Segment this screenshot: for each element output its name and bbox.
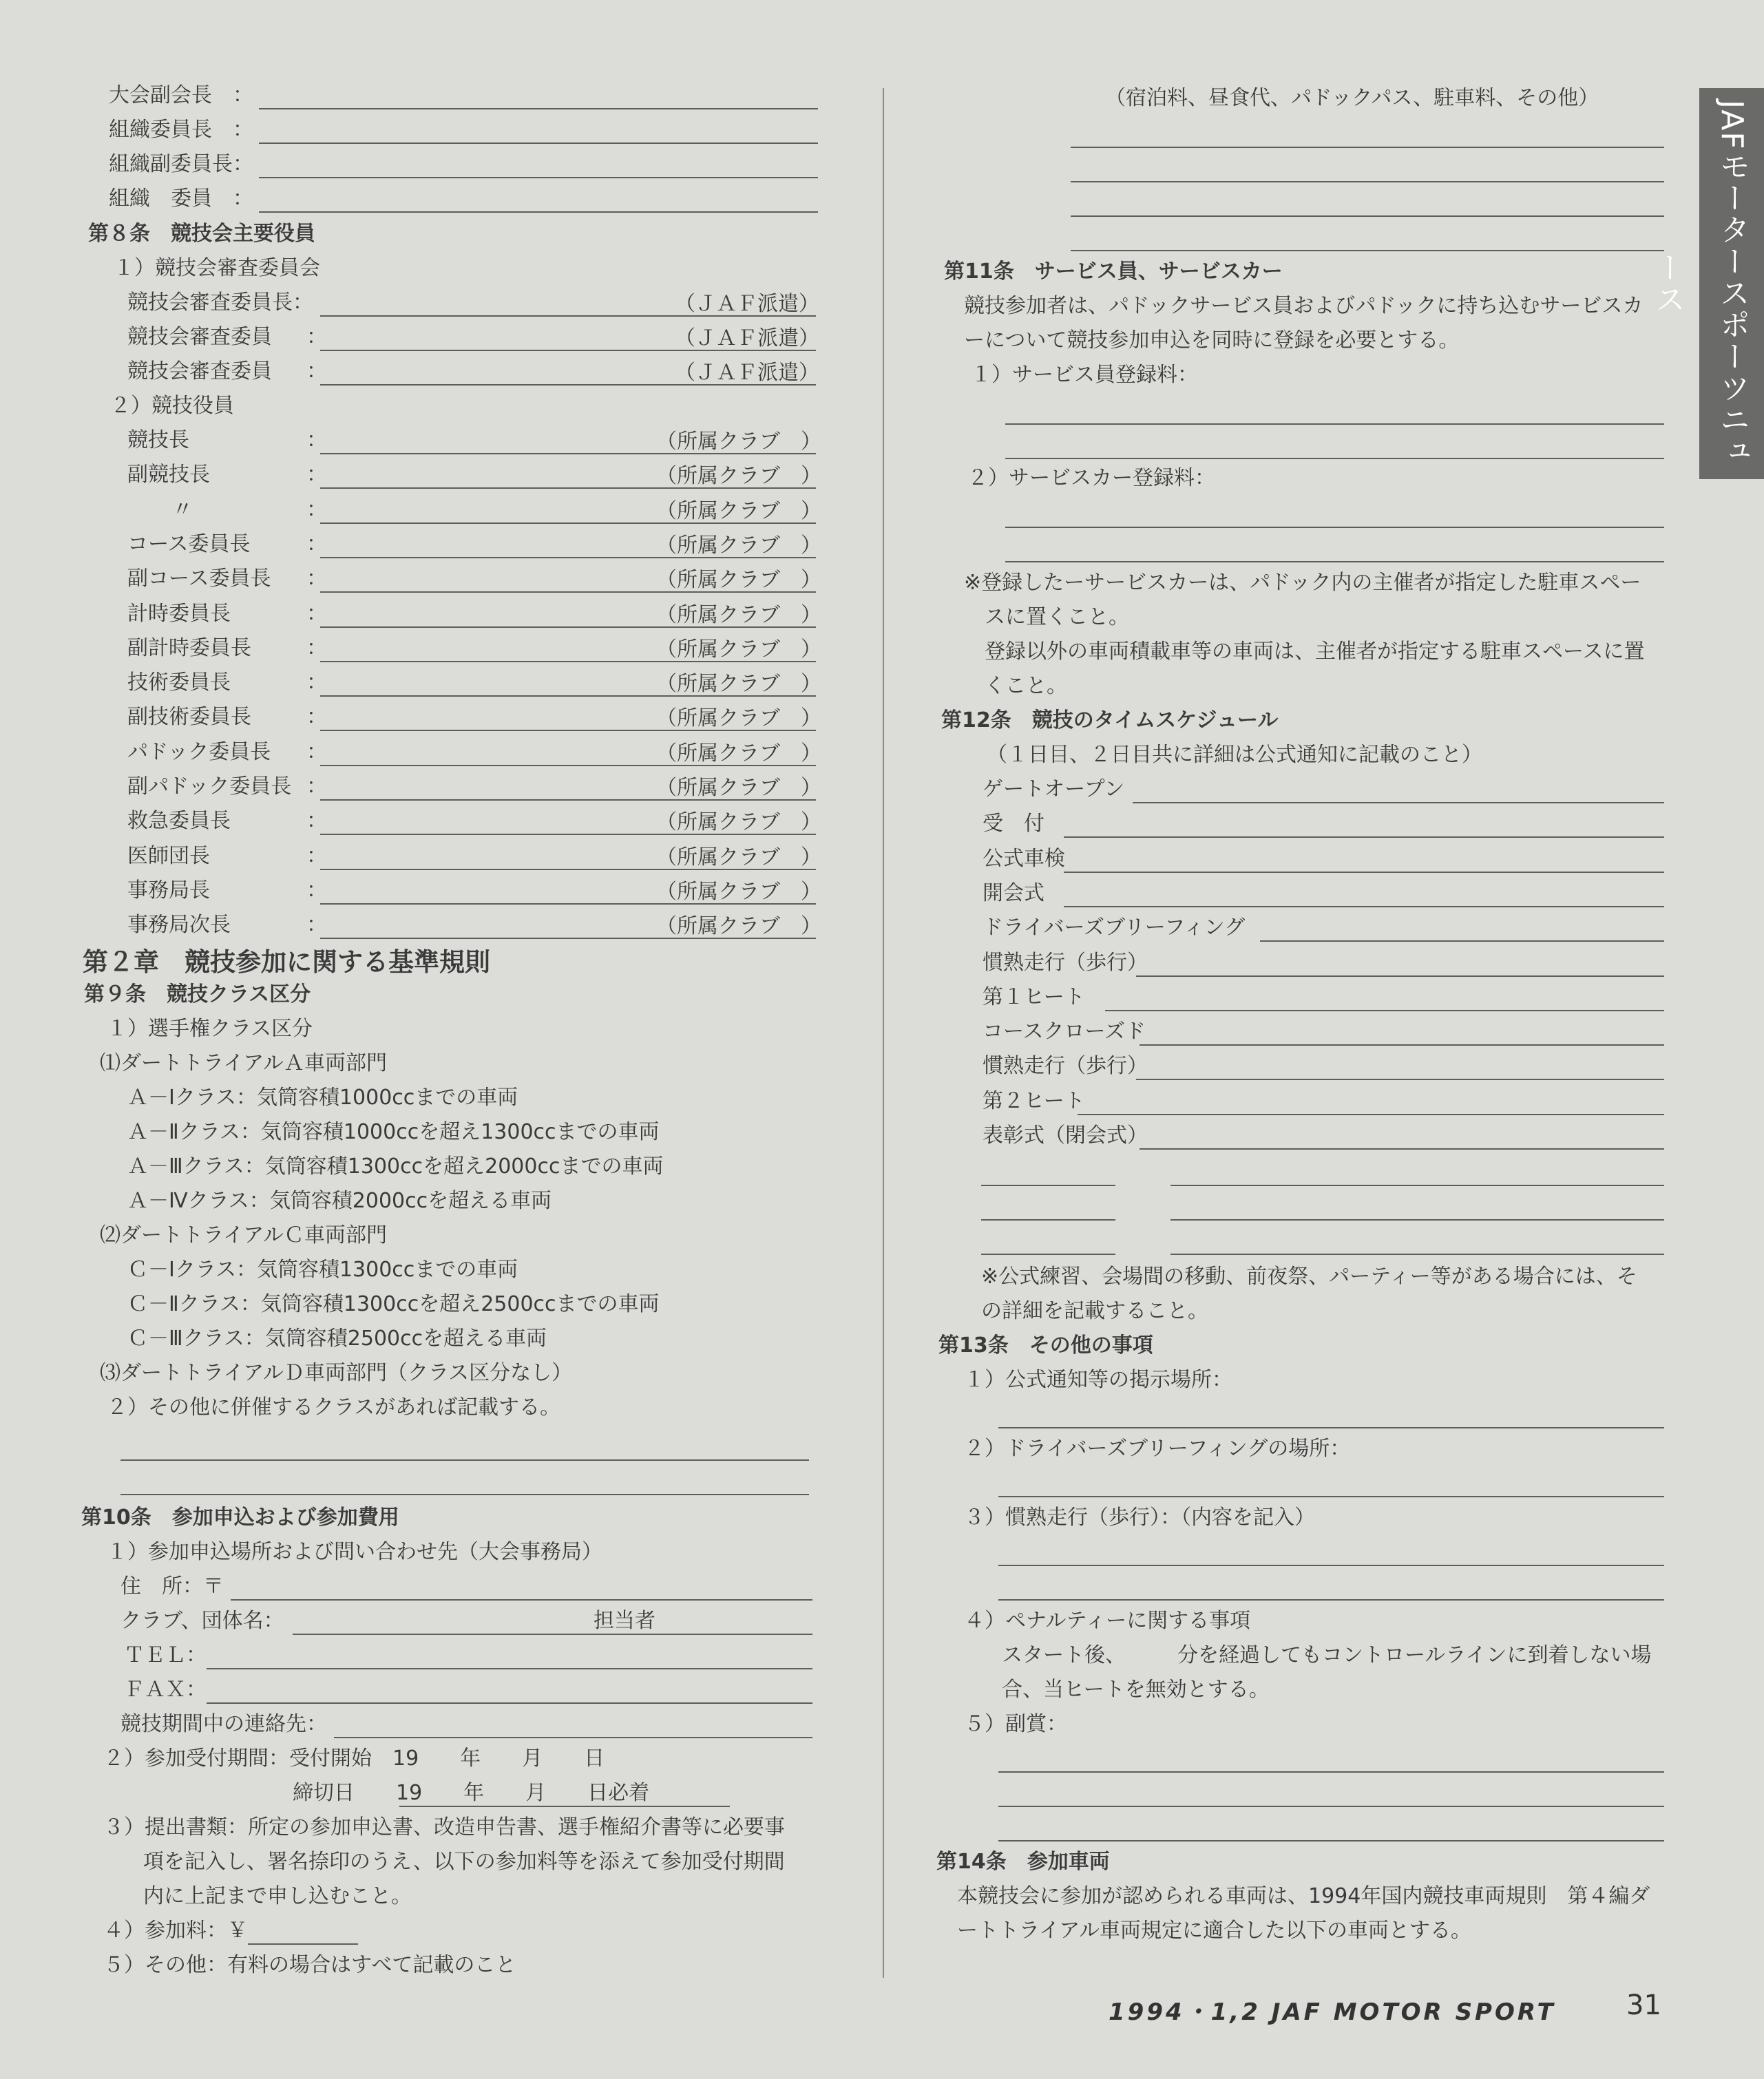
fill-line xyxy=(1071,215,1664,217)
colon: ： xyxy=(306,705,327,730)
fill-line xyxy=(981,1254,1115,1255)
official-label: 医師団長 xyxy=(127,843,210,868)
article-12-heading: 第12条 競技のタイムスケジュール xyxy=(941,708,1279,732)
fill-line xyxy=(1170,1219,1664,1221)
parking-note: ※登録したーサービスカーは、パドック内の主催者が指定した駐車スペー xyxy=(964,571,1641,595)
jaf-tag: （ＪＡＦ派遣） xyxy=(675,292,819,316)
fill-line xyxy=(207,1668,812,1669)
fill-line xyxy=(1071,250,1664,251)
colon: ： xyxy=(306,843,327,868)
club-tag: （所属クラブ ） xyxy=(656,637,821,662)
club-tag: （所属クラブ ） xyxy=(656,879,821,904)
fill-line xyxy=(1136,1079,1664,1080)
club-label: クラブ、団体名： xyxy=(120,1609,284,1633)
fill-line xyxy=(1260,940,1664,942)
vehicle-text: ートトライアル車両規定に適合した以下の車両とする。 xyxy=(957,1919,1471,1943)
fill-line xyxy=(1064,906,1664,907)
schedule-item: 慣熟走行（歩行） xyxy=(983,1054,1148,1079)
officer-label: 組織副委員長： xyxy=(109,152,253,176)
schedule-item: 第２ヒート xyxy=(983,1088,1085,1113)
schedule-note: （１日目、２日目共に詳細は公式通知に記載のこと） xyxy=(987,743,1482,767)
documents-line: ３）提出書類：所定の参加申込書、改造申告書、選手権紹介書等に必要事 xyxy=(103,1815,785,1839)
official-label: 計時委員長 xyxy=(127,601,231,626)
club-tag: （所属クラブ ） xyxy=(656,568,821,593)
official-label: 事務局次長 xyxy=(127,913,231,938)
fill-line xyxy=(1078,1114,1664,1115)
article-11-heading: 第11条 サービス員、サービスカー xyxy=(944,260,1283,284)
schedule-item: 第１ヒート xyxy=(983,984,1085,1009)
fill-line xyxy=(981,1219,1115,1221)
fill-line xyxy=(1170,1185,1664,1186)
servicecar-fee-label: ２）サービスカー登録料： xyxy=(967,466,1215,490)
schedule-item: ドライバーズブリーフィング xyxy=(983,916,1246,940)
schedule-item: 公式車検 xyxy=(983,846,1065,871)
officer-label: 大会副会長 ： xyxy=(109,83,253,107)
fill-line xyxy=(998,1565,1664,1566)
class-line: Ａ－Ⅱクラス：気筒容積1000ccを超え1300ccまでの車両 xyxy=(127,1120,660,1144)
fill-line xyxy=(120,1459,809,1461)
fill-line xyxy=(1005,527,1664,528)
colon: ： xyxy=(306,635,327,660)
fill-line xyxy=(1136,975,1664,977)
fax-label: ＦＡＸ： xyxy=(124,1678,207,1702)
colon: ： xyxy=(306,463,327,487)
fill-line xyxy=(998,1599,1664,1601)
official-label: 競技長 xyxy=(127,428,189,452)
parking-note: スに置くこと。 xyxy=(985,605,1129,629)
service-line: ーについて競技参加申込を同時に登録を必要とする。 xyxy=(964,328,1460,352)
schedule-item: 受 付 xyxy=(983,812,1044,836)
fill-line xyxy=(207,1702,812,1704)
fill-line xyxy=(998,1427,1664,1428)
class-line: ⑴ダートトライアルＡ車両部門 xyxy=(100,1051,387,1075)
official-label: 副計時委員長 xyxy=(127,635,251,660)
club-tag: （所属クラブ ） xyxy=(656,810,821,835)
colon: ： xyxy=(306,359,327,383)
fill-line xyxy=(1005,561,1664,562)
class-line: Ａ－Ⅳクラス：気筒容積2000ccを超える車両 xyxy=(127,1189,552,1213)
official-label: 事務局長 xyxy=(127,878,210,903)
colon: ： xyxy=(306,601,327,626)
colon: ： xyxy=(306,497,327,522)
fees-note: （宿泊料、昼食代、パドックパス、駐車料、その他） xyxy=(1105,86,1599,110)
fill-line xyxy=(1064,836,1664,838)
page-number: 31 xyxy=(1626,1990,1661,2021)
entry-fee: ４）参加料：￥ xyxy=(103,1919,248,1943)
steward-label: 競技会審査委員 xyxy=(127,325,272,349)
jaf-tag: （ＪＡＦ派遣） xyxy=(675,361,819,385)
official-label: 副競技長 xyxy=(127,463,210,487)
fill-line xyxy=(1140,1148,1664,1150)
club-tag: （所属クラブ ） xyxy=(656,602,821,627)
club-tag: （所属クラブ ） xyxy=(656,914,821,939)
footer-title: 1994・1,2 JAF MOTOR SPORT xyxy=(1109,1998,1556,2026)
schedule-item: 慣熟走行（歩行） xyxy=(983,950,1148,975)
schedule-item: 開会式 xyxy=(983,880,1044,905)
club-tag: （所属クラブ ） xyxy=(656,464,821,489)
official-label: 副技術委員長 xyxy=(127,705,251,730)
officer-label: 組織委員長 ： xyxy=(109,118,253,142)
class-line: Ａ－Ⅰクラス：気筒容積1000ccまでの車両 xyxy=(127,1086,518,1110)
club-tag: （所属クラブ ） xyxy=(656,533,821,558)
colon: ： xyxy=(306,774,327,799)
official-label: 救急委員長 xyxy=(127,809,231,834)
colon: ： xyxy=(306,913,327,938)
fill-line xyxy=(259,177,818,178)
schedule-remark: ※公式練習、会場間の移動、前夜祭、パーティー等がある場合には、そ xyxy=(981,1265,1637,1289)
other-matter: ４）ペナルティーに関する事項 xyxy=(964,1609,1251,1633)
colon: ： xyxy=(306,809,327,834)
steward-label: 競技会審査委員 xyxy=(127,359,272,383)
service-line: 競技参加者は、パドックサービス員およびパドックに持ち込むサービスカ xyxy=(964,294,1644,318)
schedule-item: コースクローズド xyxy=(983,1020,1146,1044)
fill-line xyxy=(1133,802,1664,803)
steward-label: 競技会審査委員長： xyxy=(127,291,313,315)
class-line: Ｃ－Ⅲクラス：気筒容積2500ccを超える車両 xyxy=(127,1327,547,1351)
article-9-heading: 第９条 競技クラス区分 xyxy=(84,982,311,1006)
class-line: ⑵ダートトライアルＣ車両部門 xyxy=(100,1223,387,1247)
fill-line xyxy=(998,1496,1664,1497)
jaf-tag: （ＪＡＦ派遣） xyxy=(675,326,819,350)
schedule-remark: の詳細を記載すること。 xyxy=(981,1299,1208,1323)
colon: ： xyxy=(306,739,327,764)
official-label: パドック委員長 xyxy=(127,739,271,764)
fill-line xyxy=(998,1771,1664,1773)
club-tag: （所属クラブ ） xyxy=(656,498,821,523)
vehicle-text: 本競技会に参加が認められる車両は、1994年国内競技車両規則 第４編ダ xyxy=(957,1884,1650,1908)
documents-line: 内に上記まで申し込むこと。 xyxy=(143,1884,412,1908)
fill-line xyxy=(231,1599,812,1601)
official-label: 副コース委員長 xyxy=(127,567,271,591)
official-label: 〃 xyxy=(172,497,193,522)
fill-line xyxy=(1105,1010,1664,1011)
colon: ： xyxy=(306,531,327,556)
side-section-tab: JAFモータースポーツニュース xyxy=(1699,88,1764,479)
other-matter: １）公式通知等の掲示場所： xyxy=(964,1368,1232,1392)
parking-note: 登録以外の車両積載車等の車両は、主催者が指定する駐車スペースに置 xyxy=(985,640,1645,664)
fill-line xyxy=(1071,147,1664,148)
other-matter: ５）副賞： xyxy=(964,1712,1067,1736)
application-period: ２）参加受付期間：受付開始 19 年 月 日 xyxy=(103,1746,605,1771)
colon: ： xyxy=(306,325,327,349)
fill-line xyxy=(248,1943,358,1945)
fill-line xyxy=(1005,458,1664,459)
colon: ： xyxy=(306,428,327,452)
documents-line: 項を記入し、署名捺印のうえ、以下の参加料等を添えて参加受付期間 xyxy=(143,1850,785,1874)
club-tag: （所属クラブ ） xyxy=(656,672,821,697)
fill-line xyxy=(1140,1044,1664,1046)
colon: ： xyxy=(306,567,327,591)
penalty-text: スタート後、 分を経過してもコントロールラインに到着しない場 xyxy=(1002,1643,1652,1667)
service-fee-label: １）サービス員登録料： xyxy=(971,363,1198,387)
article-14-heading: 第14条 参加車両 xyxy=(936,1850,1110,1874)
class-line: ２）その他に併催するクラスがあれば記載する。 xyxy=(107,1395,561,1420)
club-tag: （所属クラブ ） xyxy=(656,706,821,731)
column-divider xyxy=(883,88,884,1978)
class-line: Ｃ－Ⅱクラス：気筒容積1300ccを超え2500ccまでの車両 xyxy=(127,1292,660,1316)
address-label: 住 所：〒 xyxy=(120,1574,224,1598)
fill-line xyxy=(259,211,818,213)
club-tag: （所属クラブ ） xyxy=(656,741,821,766)
other-fees: ５）その他：有料の場合はすべて記載のこと xyxy=(103,1953,516,1977)
class-line: ⑶ダートトライアルＤ車両部門（クラス区分なし） xyxy=(100,1361,573,1385)
article-10-heading: 第10条 参加申込および参加費用 xyxy=(81,1506,399,1530)
contact-person-label: 担当者 xyxy=(594,1609,655,1633)
article-8-heading: 第８条 競技会主要役員 xyxy=(88,222,315,246)
fill-line xyxy=(399,1806,730,1807)
fill-line xyxy=(259,143,818,144)
fill-line xyxy=(1005,423,1664,425)
fill-line xyxy=(998,1840,1664,1841)
fill-line xyxy=(1064,872,1664,873)
subsection-label: １）競技会審査委員会 xyxy=(114,256,320,280)
fill-line xyxy=(293,1634,812,1635)
class-line: Ｃ－Ⅰクラス：気筒容積1300ccまでの車両 xyxy=(127,1258,518,1282)
chapter-2-heading: 第２章 競技参加に関する基準規則 xyxy=(83,947,490,977)
fill-line xyxy=(334,1737,812,1738)
club-tag: （所属クラブ ） xyxy=(656,776,821,800)
fill-line xyxy=(998,1806,1664,1807)
official-label: 副パドック委員長 xyxy=(127,774,292,799)
parking-note: くこと。 xyxy=(985,674,1067,698)
fill-line xyxy=(981,1185,1115,1186)
class-line: Ａ－Ⅲクラス：気筒容積1300ccを超え2000ccまでの車両 xyxy=(127,1154,664,1179)
officer-label: 組織 委員 ： xyxy=(109,187,253,211)
colon: ： xyxy=(306,671,327,695)
club-tag: （所属クラブ ） xyxy=(656,845,821,869)
class-line: １）選手権クラス区分 xyxy=(107,1017,313,1041)
other-matter: ３）慣熟走行（歩行）：（内容を記入） xyxy=(964,1506,1315,1530)
article-13-heading: 第13条 その他の事項 xyxy=(938,1333,1153,1358)
official-label: コース委員長 xyxy=(127,531,251,556)
other-matter: ２）ドライバーズブリーフィングの場所： xyxy=(964,1437,1351,1461)
official-label: 技術委員長 xyxy=(127,671,231,695)
fill-line xyxy=(120,1494,809,1495)
application-line: １）参加申込場所および問い合わせ先（大会事務局） xyxy=(107,1540,602,1564)
colon: ： xyxy=(306,878,327,903)
tel-label: ＴＥＬ： xyxy=(124,1643,207,1667)
schedule-item: 表彰式（閉会式） xyxy=(983,1123,1148,1148)
fill-line xyxy=(1071,181,1664,182)
deadline: 締切日 19 年 月 日必着 xyxy=(293,1781,650,1805)
period-contact-label: 競技期間中の連絡先： xyxy=(120,1712,327,1736)
schedule-item: ゲートオープン xyxy=(983,777,1125,801)
club-tag: （所属クラブ ） xyxy=(656,430,821,454)
subsection-label: ２）競技役員 xyxy=(110,394,234,418)
fill-line xyxy=(259,108,818,109)
fill-line xyxy=(1170,1254,1664,1255)
penalty-text: 合、当ヒートを無効とする。 xyxy=(1002,1678,1270,1702)
